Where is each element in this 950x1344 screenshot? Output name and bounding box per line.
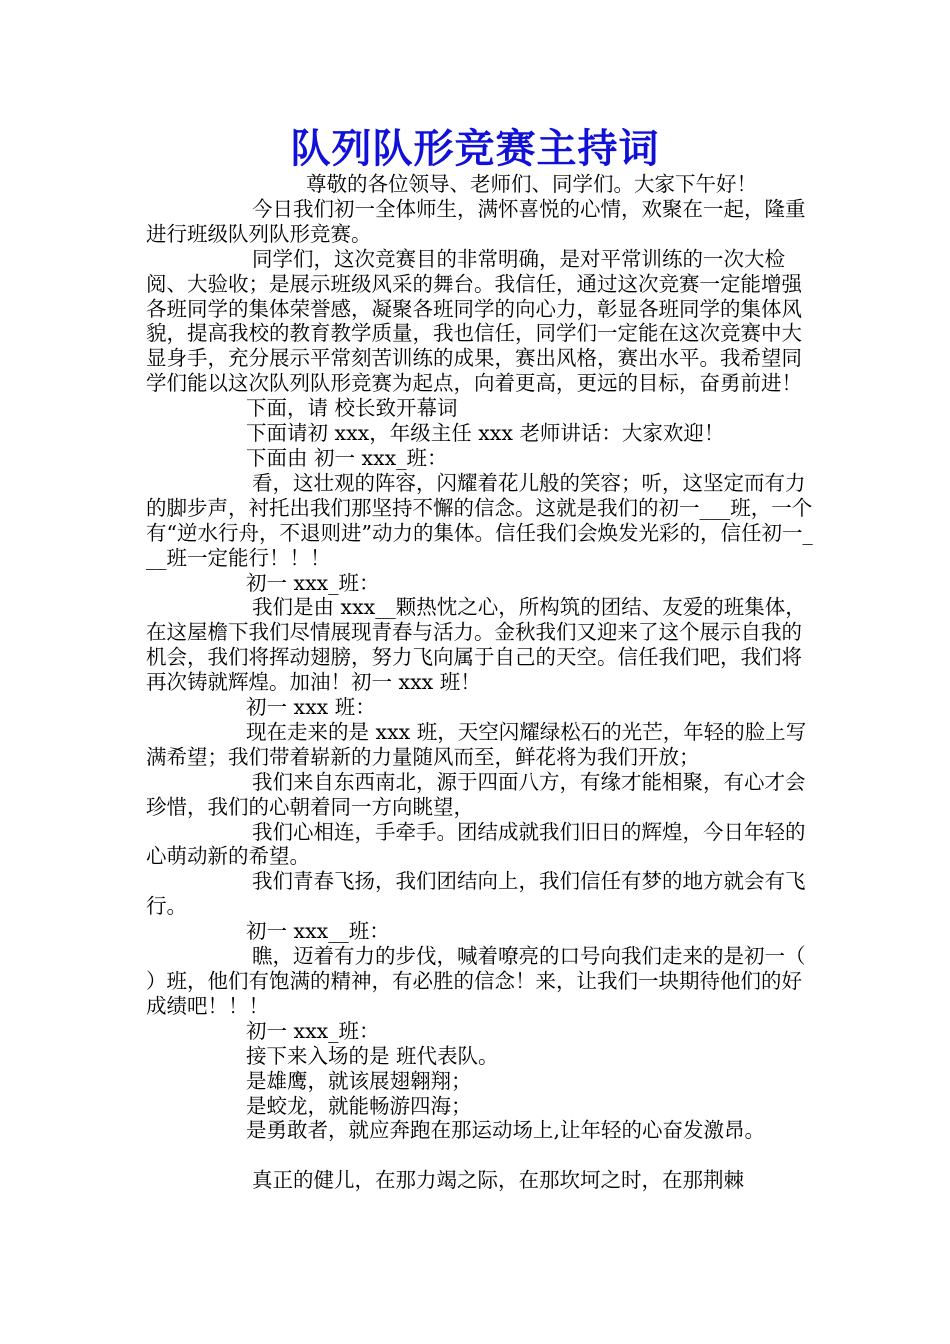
- paragraph: 真正的健儿，在那力竭之际，在那坎坷之时，在那荆棘: [252, 1168, 744, 1193]
- paragraph: 是勇敢者，就应奔跑在那运动场上,让年轻的心奋发激昂。: [246, 1118, 766, 1143]
- paragraph: 是雄鹰，就该展翅翱翔；: [246, 1068, 472, 1093]
- paragraph: 下面由 初一 xxx_班：: [246, 445, 448, 470]
- paragraph: 看，这壮观的阵容，闪耀着花儿般的笑容；听，这坚定而有力的脚步声，衬托出我们那坚持不懈的信念。这就是我们的初一___班，一个有“逆水行舟，不退则进”动力的集体。信任我们会焕发光彩的，信任初一___班一定能行！！！: [146, 470, 813, 570]
- paragraph: 初一 xxx_班：: [246, 1018, 380, 1043]
- paragraph: 接下来入场的是 班代表队。: [246, 1043, 499, 1068]
- paragraph: 初一 xxx_班：: [246, 570, 380, 595]
- paragraph: 是蛟龙，就能畅游四海；: [246, 1093, 472, 1118]
- paragraph: 我们来自东西南北，源于四面八方，有缘才能相聚，有心才会珍惜，我们的心朝着同一方向眺望，: [146, 769, 806, 819]
- paragraph: 我们心相连，手牵手。团结成就我们旧日的辉煌，今日年轻的心萌动新的希望。: [146, 819, 806, 869]
- paragraph: 下面，请 校长致开幕词: [246, 396, 458, 421]
- document-title: 队列队形竞赛主持词: [290, 126, 660, 172]
- paragraph: 尊敬的各位领导、老师们、同学们。大家下午好！: [306, 172, 757, 196]
- paragraph: 我们是由 xxx__颗热忱之心，所构筑的团结、友爱的班集体，在这屋檐下我们尽情展现青春与活力。金秋我们又迎来了这个展示自我的机会，我们将挥动翅膀，努力飞向属于自己的天空。信任我们吧，我们将再次铸就辉煌。加油！初一 xxx 班！: [146, 595, 806, 695]
- paragraph: 初一 xxx 班：: [246, 695, 376, 720]
- paragraph: 瞧，迈着有力的步伐，喊着嘹亮的口号向我们走来的是初一（ ）班，他们有饱满的精神，有必胜的信念！来，让我们一块期待他们的好成绩吧！！！: [146, 944, 813, 1018]
- paragraph: 同学们，这次竞赛目的非常明确，是对平常训练的一次大检阅、大验收；是展示班级风采的舞台。我信任，通过这次竞赛一定能增强各班同学的集体荣誉感，凝聚各班同学的向心力，彰显各班同学的集体风貌，提高我校的教育教学质量，我也信任，同学们一定能在这次竞赛中大显身手，充分展示平常刻苦训练的成果，赛出风格，赛出水平。我希望同学们能以这次队列队形竞赛为起点，向着更高，更远的目标，奋勇前进！: [146, 246, 802, 396]
- paragraph: 今日我们初一全体师生，满怀喜悦的心情，欢聚在一起，隆重进行班级队列队形竞赛。: [146, 196, 806, 246]
- blank-line: [146, 1143, 814, 1168]
- paragraph: 下面请初 xxx，年级主任 xxx 老师讲话：大家欢迎！: [246, 421, 725, 446]
- paragraph: 现在走来的是 xxx 班，天空闪耀绿松石的光芒，年轻的脸上写满希望；我们带着崭新的力量随风而至，鲜花将为我们开放；: [146, 719, 807, 769]
- paragraph: 我们青春飞扬，我们团结向上，我们信任有梦的地方就会有飞行。: [146, 869, 806, 919]
- paragraph: 初一 xxx__班：: [246, 919, 390, 944]
- document-body: [146, 172, 814, 1193]
